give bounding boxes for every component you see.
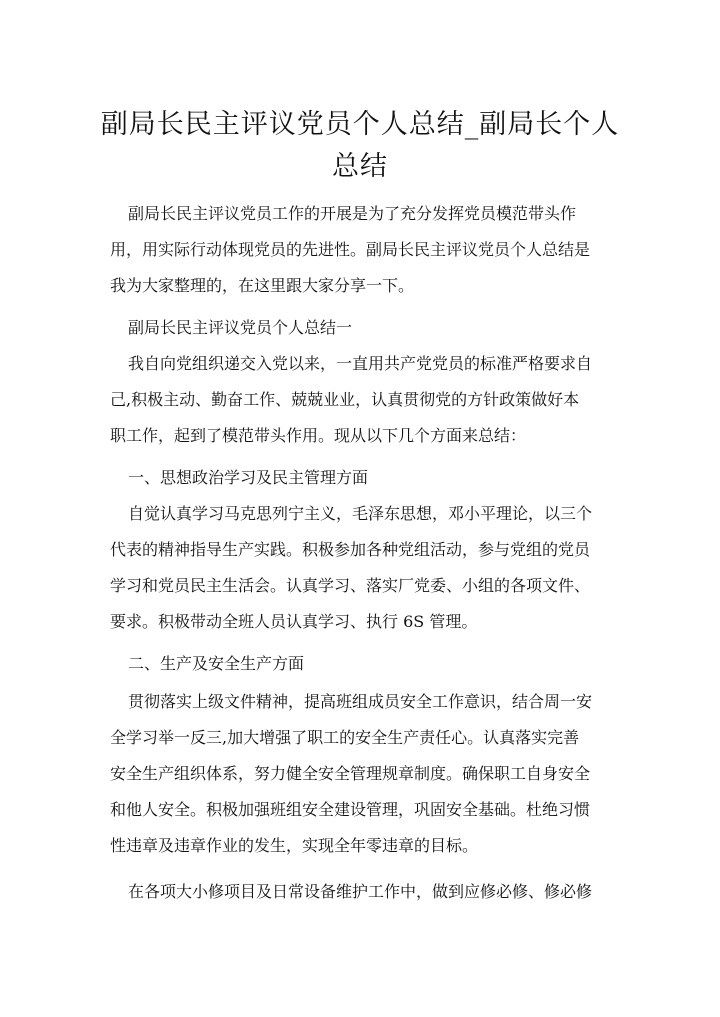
paragraph-line: 我自向党组织递交入党以来，一直用共产党党员的标准严格要求自 <box>128 354 593 373</box>
paragraph-line: 我为大家整理的，在这里跟大家分享一下。 <box>110 276 415 295</box>
section-heading-safety <box>110 646 620 682</box>
document-title <box>100 104 620 188</box>
title-line-1: 副局长民主评议党员个人总结_副局长个人 <box>100 109 620 140</box>
title-line-2: 总结 <box>332 151 388 182</box>
paragraph-line: 在各项大小修项目及日常设备维护工作中，做到应修必修、修必修 <box>128 882 593 901</box>
paragraph-line: 代表的精神指导生产实践。积极参加各种党组活动，参与党组的党员 <box>110 540 591 559</box>
paragraph-line: 贯彻落实上级文件精神，提高班组成员安全工作意识，结合周一安 <box>128 692 593 711</box>
heading-line: 一、思想政治学习及民主管理方面 <box>128 468 369 487</box>
paragraph-self-statement <box>110 346 620 454</box>
section-heading-summary-one <box>110 310 620 346</box>
paragraph-intro <box>110 196 620 304</box>
paragraph-line: 全学习举一反三,加大增强了职工的安全生产责任心。认真落实完善 <box>110 728 580 747</box>
paragraph-line: 要求。积极带动全班人员认真学习、执行 6S 管理。 <box>110 612 478 631</box>
section-heading-political-study <box>110 460 620 496</box>
paragraph-line: 副局长民主评议党员工作的开展是为了充分发挥党员模范带头作 <box>128 204 577 223</box>
heading-line: 二、生产及安全生产方面 <box>128 654 305 673</box>
paragraph-maintenance <box>110 874 620 910</box>
paragraph-political-study <box>110 496 620 640</box>
paragraph-line: 性违章及违章作业的发生，实现全年零违章的目标。 <box>110 836 479 855</box>
paragraph-line: 学习和党员民主生活会。认真学习、落实厂党委、小组的各项文件、 <box>110 576 591 595</box>
heading-line: 副局长民主评议党员个人总结一 <box>128 318 353 337</box>
paragraph-line: 己,积极主动、勤奋工作、兢兢业业，认真贯彻党的方针政策做好本 <box>110 390 580 409</box>
paragraph-line: 安全生产组织体系，努力健全安全管理规章制度。确保职工自身安全 <box>110 764 591 783</box>
paragraph-line: 职工作，起到了模范带头作用。现从以下几个方面来总结： <box>110 426 527 445</box>
paragraph-safety <box>110 684 620 864</box>
paragraph-line: 用，用实际行动体现党员的先进性。副局长民主评议党员个人总结是 <box>110 240 591 259</box>
paragraph-line: 和他人安全。积极加强班组安全建设管理，巩固安全基础。杜绝习惯 <box>110 800 591 819</box>
paragraph-line: 自觉认真学习马克思列宁主义，毛泽东思想，邓小平理论，以三个 <box>128 504 593 523</box>
